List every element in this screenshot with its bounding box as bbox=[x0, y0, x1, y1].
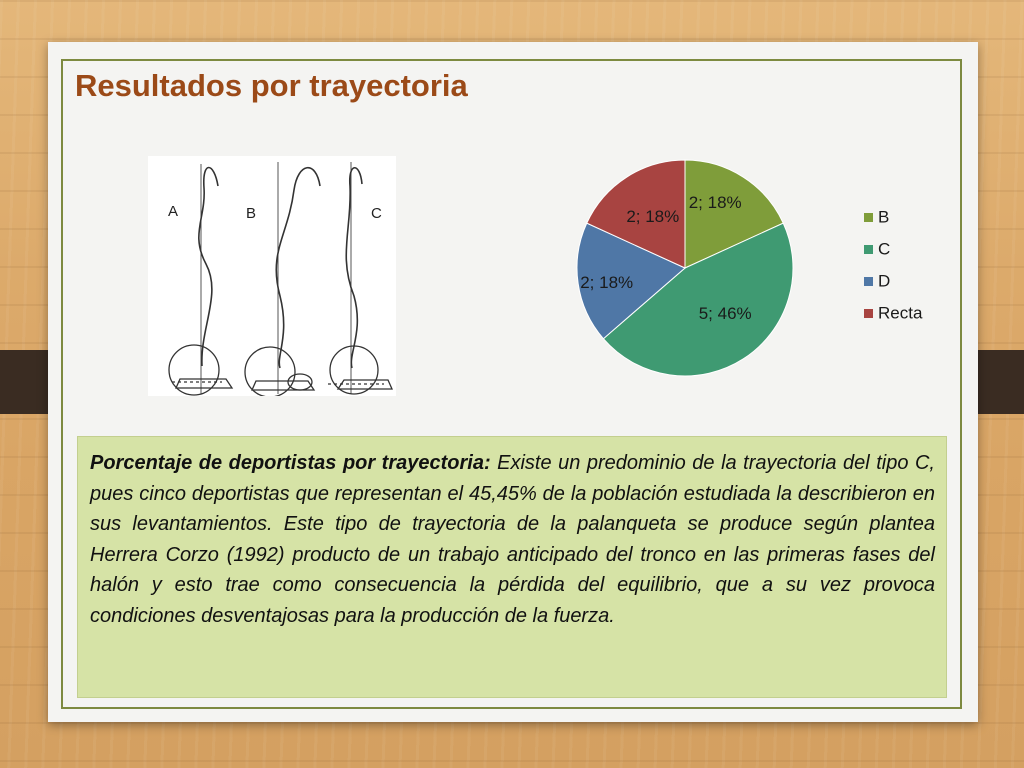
pie-chart bbox=[560, 140, 950, 400]
description-body: Existe un predominio de la trayectoria del tipo C, pues cinco deportistas que representan el 45,45% de la población estudiada la describieron en sus levantamientos. Este tipo de trayectoria de la palanqueta se produce según plantea Herrera Corzo (1992) producto de un trabajo anticipado del tronco en las primeras fases del halón y esto trae como consecuencia la pérdida del equilibrio, que a su vez provoca condiciones desventajosas para la producción de la fuerza. bbox=[90, 452, 935, 627]
trajectory-drawing bbox=[148, 156, 396, 396]
description-lead: Porcentaje de deportistas por trayectoria: bbox=[90, 452, 491, 474]
legend-swatch-c bbox=[864, 245, 873, 254]
legend-swatch-b bbox=[864, 213, 873, 222]
legend-label-c: C bbox=[878, 239, 891, 259]
data-label-d: 2; 18% bbox=[580, 272, 634, 292]
legend-swatch-d bbox=[864, 277, 873, 286]
figure-letter-a: A bbox=[168, 203, 179, 220]
description-textbox bbox=[77, 436, 947, 698]
trajectory-figure bbox=[148, 156, 396, 396]
legend-label-d: D bbox=[878, 271, 891, 291]
data-label-b: 2; 18% bbox=[688, 193, 742, 213]
data-label-c: 5; 46% bbox=[698, 303, 752, 323]
legend-label-b: B bbox=[878, 207, 890, 227]
figure-letter-b: B bbox=[246, 205, 257, 222]
figure-letter-c: C bbox=[371, 205, 382, 222]
slide-title: Resultados por trayectoria bbox=[75, 68, 468, 103]
legend-label-recta: Recta bbox=[878, 303, 923, 323]
legend-swatch-recta bbox=[864, 309, 873, 318]
data-label-recta: 2; 18% bbox=[626, 207, 680, 227]
